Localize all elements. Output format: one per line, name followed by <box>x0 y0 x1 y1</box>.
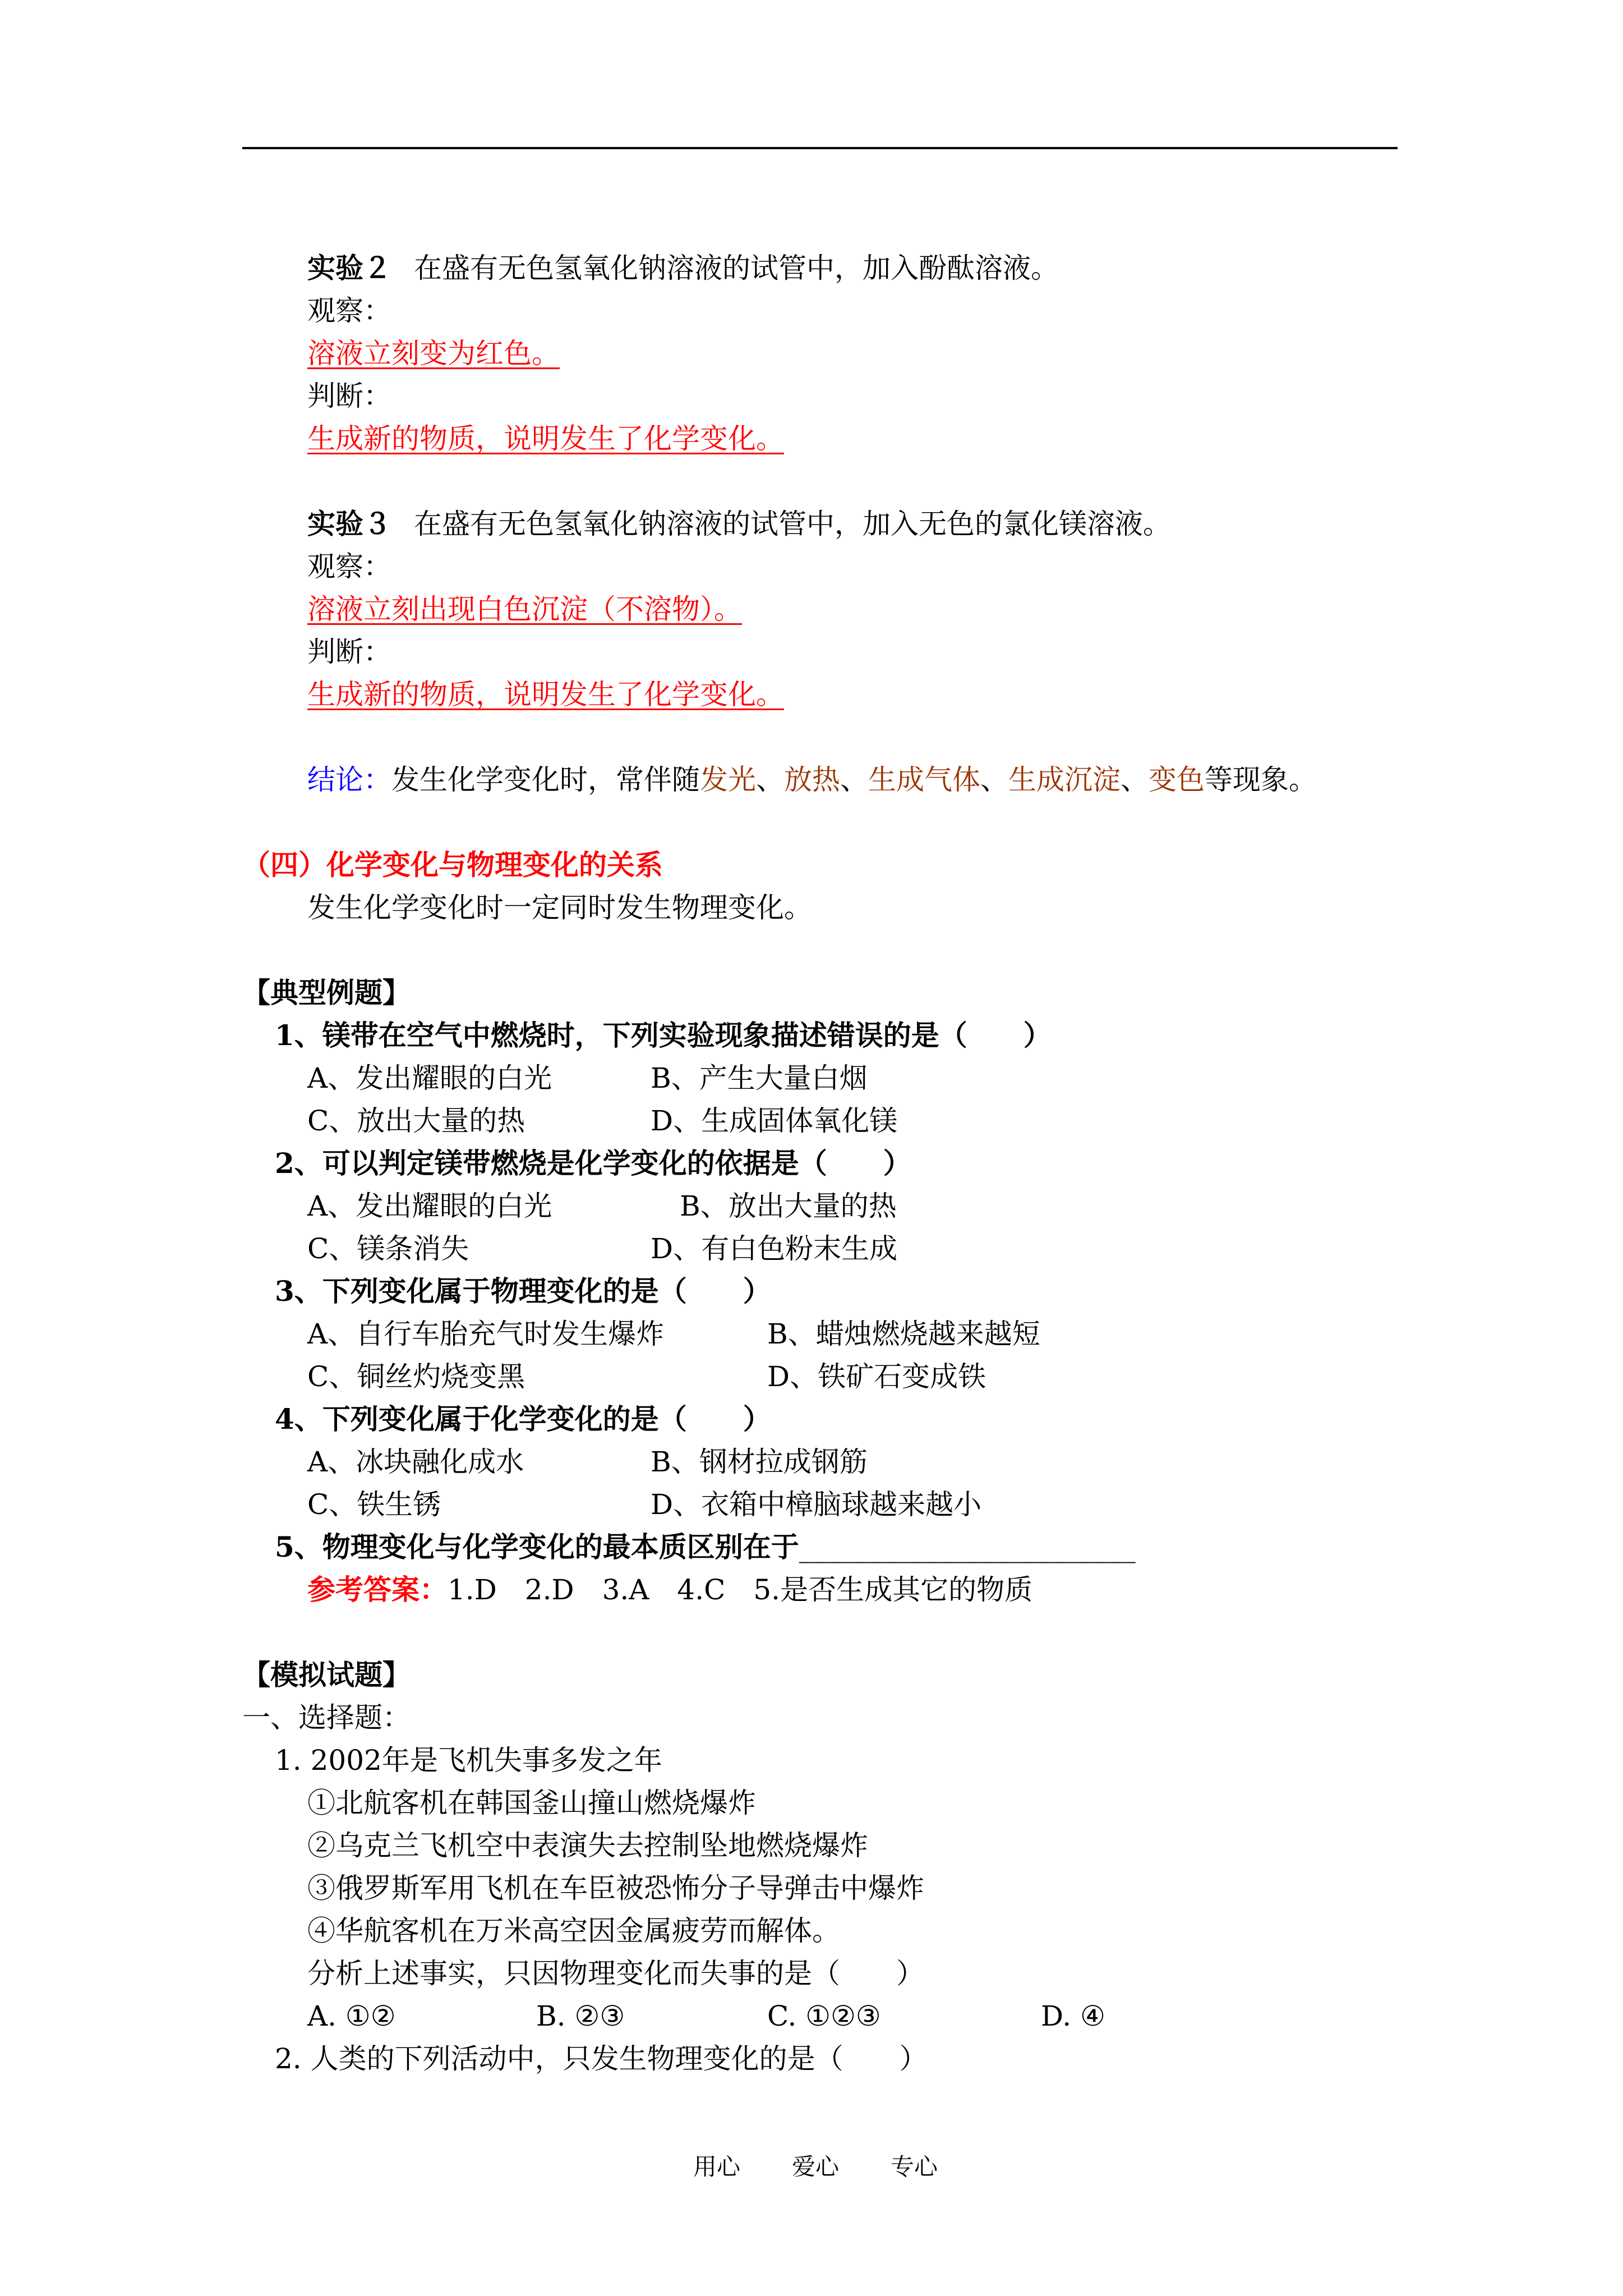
example-q3-option-b: B、蜡烛燃烧越来越短 <box>767 1318 1040 1350</box>
sim-q1-item-3: ③俄罗斯军用飞机在车臣被恐怖分子导弹击中爆炸 <box>307 1872 924 1904</box>
conclusion-phenomenon-4: 生成沉淀 <box>1008 763 1121 796</box>
sim-q2-stem: 2. 人类的下列活动中，只发生物理变化的是（ ） <box>275 2042 928 2075</box>
sim-q1-item-4: ④华航客机在万米高空因金属疲劳而解体。 <box>307 1915 840 1947</box>
conclusion-sep: 、 <box>980 763 1008 796</box>
conclusion-sep: 、 <box>840 763 868 796</box>
conclusion-phenomenon-2: 放热 <box>784 763 840 796</box>
example-q4-option-a: A、冰块融化成水 <box>307 1446 524 1478</box>
exp3-title: 实验３ <box>307 507 391 540</box>
example-q2-option-d: D、有白色粉末生成 <box>651 1232 898 1265</box>
conclusion-sep: 、 <box>756 763 784 796</box>
sim-q1-option-d: D. ④ <box>1041 2000 1105 2032</box>
example-q1-option-d: D、生成固体氧化镁 <box>651 1105 898 1137</box>
exp3-judge: 生成新的物质，说明发生了化学变化。 <box>307 678 784 711</box>
example-q5-stem: 5、物理变化与化学变化的最本质区别在于 <box>275 1530 799 1563</box>
footer-text-3: 专心 <box>891 2153 938 2180</box>
footer-text-2: 爱心 <box>792 2153 840 2180</box>
exp2-line <box>307 251 1059 285</box>
conclusion-label: 结论： <box>307 763 391 796</box>
exp2-judge: 生成新的物质，说明发生了化学变化。 <box>307 422 784 455</box>
exp3-observe: 溶液立刻出现白色沉淀（不溶物）。 <box>307 593 742 625</box>
example-q4-option-b: B、钢材拉成钢筋 <box>651 1446 868 1478</box>
exp2-judge-label: 判断： <box>307 380 391 412</box>
exp3-desc: 在盛有无色氢氧化钠溶液的试管中，加入无色的氯化镁溶液。 <box>414 508 1171 540</box>
example-answers <box>307 1573 1032 1607</box>
example-q1-option-a: A、发出耀眼的白光 <box>307 1062 552 1094</box>
example-q3-option-a: A、自行车胎充气时发生爆炸 <box>307 1318 665 1350</box>
conclusion-post: 等现象。 <box>1205 763 1317 796</box>
header-rule <box>242 147 1398 149</box>
conclusion-phenomenon-5: 变色 <box>1149 763 1205 796</box>
example-q1-option-b: B、产生大量白烟 <box>651 1062 868 1094</box>
sim-q1-item-1: ①北航客机在韩国釜山撞山燃烧爆炸 <box>307 1787 756 1819</box>
example-q2-option-c: C、镁条消失 <box>307 1232 469 1265</box>
sim-q1-stem: 1. 2002年是飞机失事多发之年 <box>275 1744 662 1777</box>
example-q3-option-d: D、铁矿石变成铁 <box>767 1360 986 1393</box>
sim-q1-item-2: ②乌克兰飞机空中表演失去控制坠地燃烧爆炸 <box>307 1829 868 1862</box>
example-q5-blank: ________________________ <box>799 1531 1136 1563</box>
example-q1-stem: 1、镁带在空气中燃烧时，下列实验现象描述错误的是（ ） <box>275 1019 1052 1052</box>
sim-q1-ask: 分析上述事实，只因物理变化而失事的是（ ） <box>307 1957 924 1990</box>
example-q5 <box>275 1530 1136 1564</box>
conclusion-sep: 、 <box>1121 763 1149 796</box>
conclusion-pre: 发生化学变化时，常伴随 <box>391 763 700 796</box>
sim-q1-option-c: C. ①②③ <box>767 2000 881 2032</box>
exp3-observe-label: 观察： <box>307 550 391 583</box>
sim-q1-option-b: B. ②③ <box>536 2000 625 2032</box>
exp2-observe-label: 观察： <box>307 295 391 327</box>
answer-label: 参考答案： <box>307 1573 448 1606</box>
section4-body: 发生化学变化时一定同时发生物理变化。 <box>307 891 812 924</box>
footer-text-1: 用心 <box>693 2153 741 2180</box>
sim-q1-option-a: A. ①② <box>307 2000 396 2032</box>
examples-heading: 【典型例题】 <box>242 976 411 1009</box>
conclusion-phenomenon-1: 发光 <box>700 763 756 796</box>
exp2-desc: 在盛有无色氢氧化钠溶液的试管中，加入酚酞溶液。 <box>414 252 1059 284</box>
exp3-judge-label: 判断： <box>307 636 391 668</box>
example-q2-option-a: A、发出耀眼的白光 <box>307 1190 552 1222</box>
answer-text: 1.D 2.D 3.A 4.C 5.是否生成其它的物质 <box>448 1573 1033 1606</box>
exp2-title: 实验２ <box>307 251 391 284</box>
example-q2-option-b: B、放出大量的热 <box>680 1190 897 1222</box>
section4-heading: （四）化学变化与物理变化的关系 <box>242 848 663 881</box>
example-q3-option-c: C、铜丝灼烧变黑 <box>307 1360 525 1393</box>
simulation-part1: 一、选择题： <box>242 1701 411 1734</box>
conclusion <box>307 763 1317 797</box>
example-q3-stem: 3、下列变化属于物理变化的是（ ） <box>275 1274 771 1308</box>
example-q4-option-c: C、铁生锈 <box>307 1488 441 1521</box>
simulation-heading: 【模拟试题】 <box>242 1658 411 1691</box>
example-q4-stem: 4、下列变化属于化学变化的是（ ） <box>275 1402 771 1435</box>
example-q4-option-d: D、衣箱中樟脑球越来越小 <box>651 1488 982 1521</box>
conclusion-phenomenon-3: 生成气体 <box>868 763 980 796</box>
exp3-line <box>307 507 1171 541</box>
exp2-observe: 溶液立刻变为红色。 <box>307 337 560 370</box>
example-q1-option-c: C、放出大量的热 <box>307 1105 525 1137</box>
example-q2-stem: 2、可以判定镁带燃烧是化学变化的依据是（ ） <box>275 1147 911 1180</box>
